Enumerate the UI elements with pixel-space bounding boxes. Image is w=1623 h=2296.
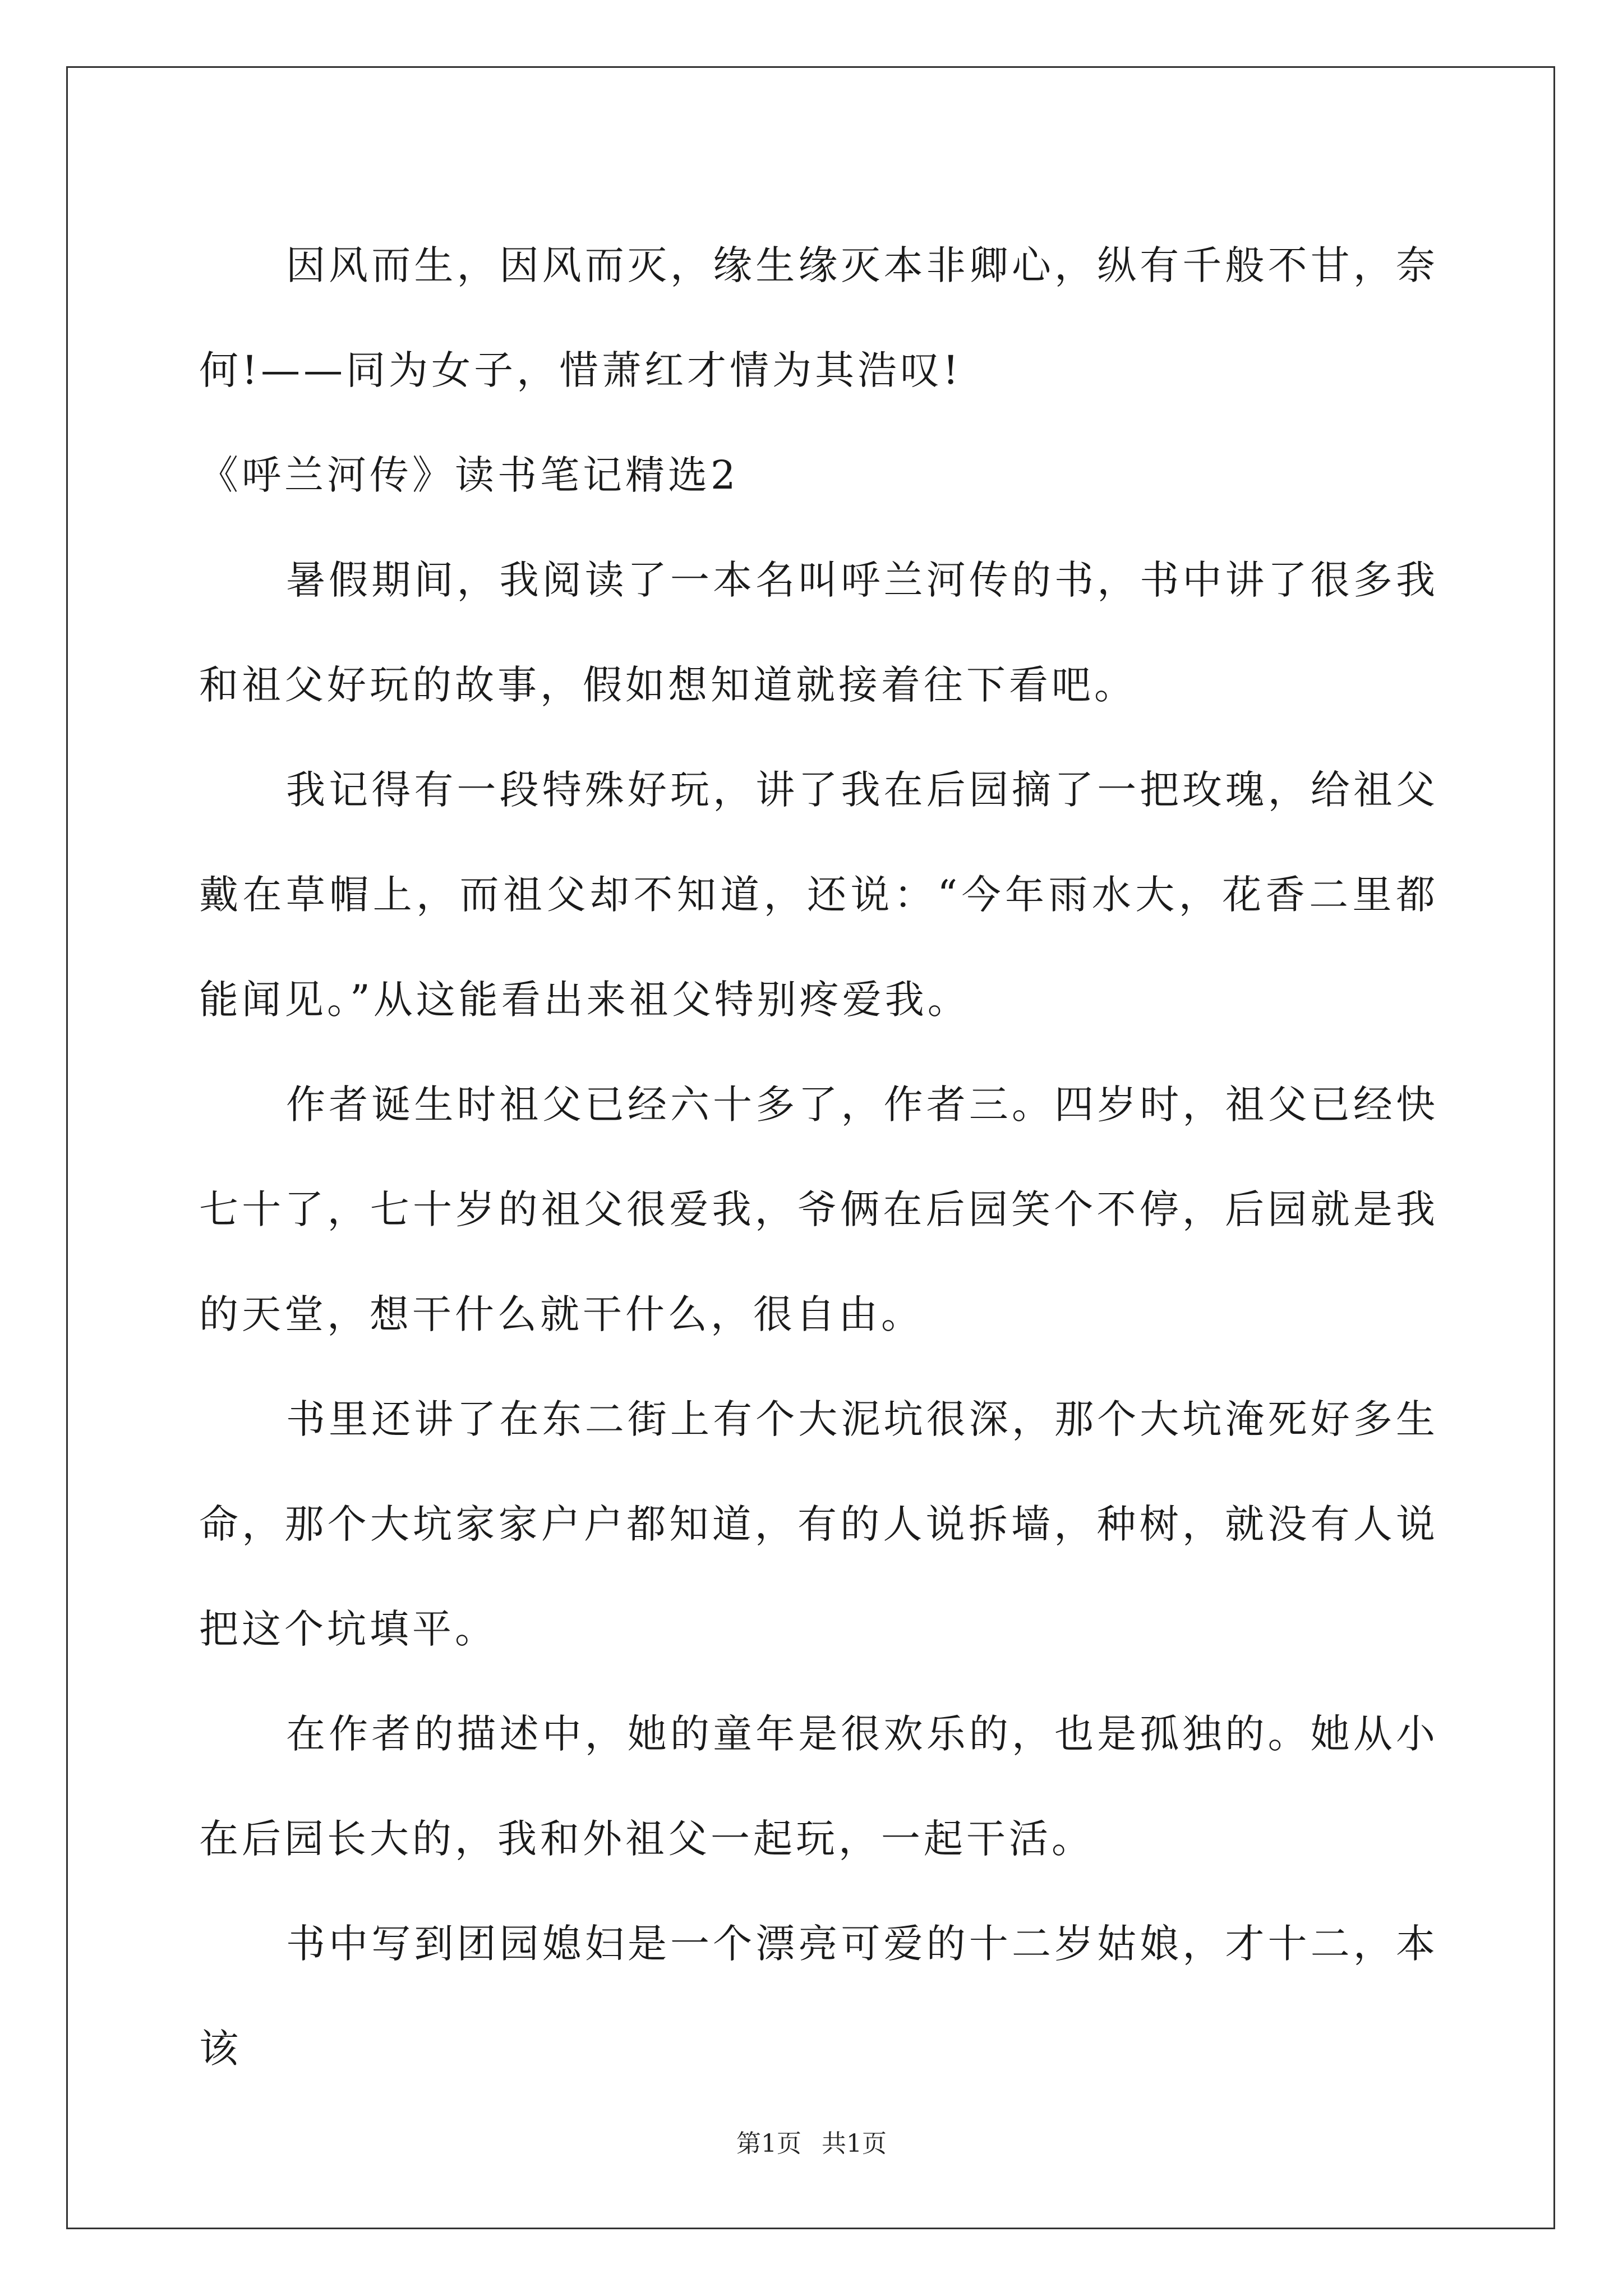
paragraph-1: 因风而生，因风而灭，缘生缘灭本非卿心，纵有千般不甘，奈何!——同为女子，惜萧红才情为其浩叹! <box>199 242 1438 393</box>
page-footer <box>0 2123 1623 2159</box>
paragraph-6: 在作者的描述中，她的童年是很欢乐的，也是孤独的。她从小在后园长大的，我和外祖父一起玩，一起干活。 <box>199 1711 1438 1862</box>
page-number: 第1页 <box>736 2129 801 2158</box>
paragraph-3: 我记得有一段特殊好玩，讲了我在后园摘了一把玫瑰，给祖父戴在草帽上，而祖父却不知道，还说：“今年雨水大，花香二里都能闻见。”从这能看出来祖父特别疼爱我。 <box>199 767 1438 1023</box>
paragraph-4: 作者诞生时祖父已经六十多了，作者三。四岁时，祖父已经快七十了，七十岁的祖父很爱我，爷俩在后园笑个不停，后园就是我的天堂，想干什么就干什么，很自由。 <box>199 1082 1438 1337</box>
paragraph-2: 暑假期间，我阅读了一本名叫呼兰河传的书，书中讲了很多我和祖父好玩的故事，假如想知道就接着往下看吧。 <box>199 557 1438 708</box>
document-body <box>199 213 1438 2101</box>
paragraph-5: 书里还讲了在东二街上有个大泥坑很深，那个大坑淹死好多生命，那个大坑家家户户都知道，有的人说拆墙，种树，就没有人说把这个坑填平。 <box>199 1396 1438 1652</box>
page-total: 共1页 <box>822 2129 887 2158</box>
paragraph-7: 书中写到团园媳妇是一个漂亮可爱的十二岁姑娘，才十二，本该 <box>199 1921 1438 2072</box>
section-heading: 《呼兰河传》读书笔记精选2 <box>199 452 739 498</box>
